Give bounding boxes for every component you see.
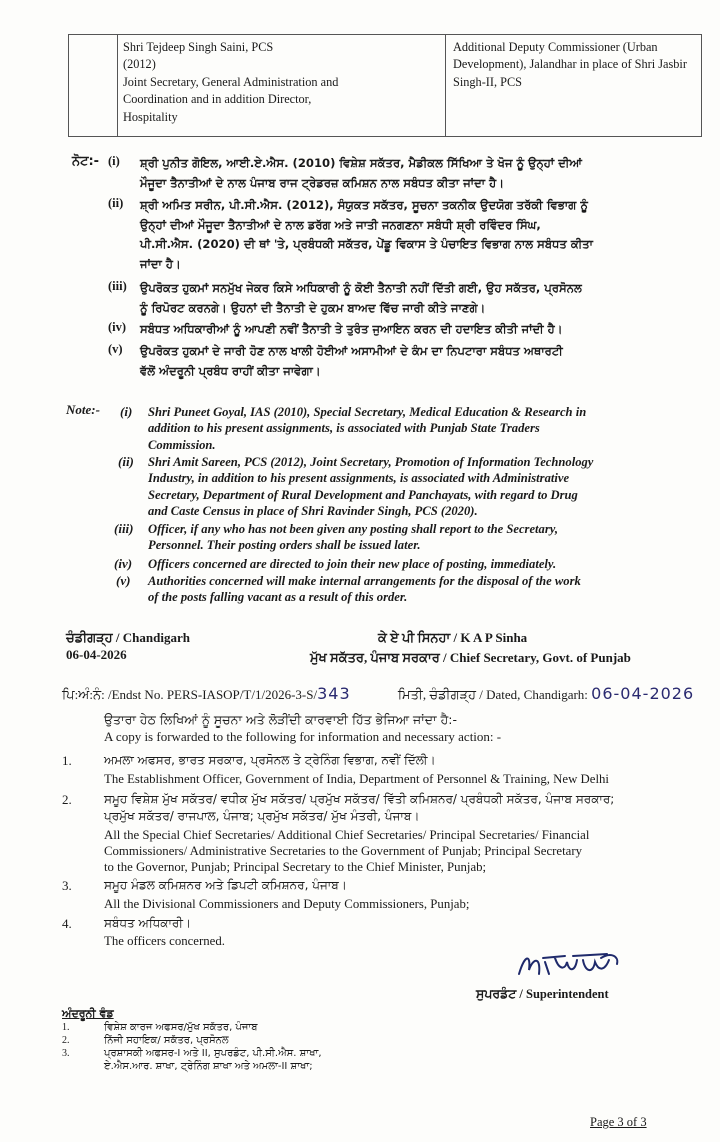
punjabi-note-item — [108, 320, 648, 340]
recipient-number: 3. — [62, 878, 72, 893]
note-text: ਉਪਰੋਕਤ ਹੁਕਮਾਂ ਦੇ ਜਾਰੀ ਹੋਣ ਨਾਲ ਖਾਲੀ ਹੋਈਆਂ ਅਸਾਮੀਆਂ ਦੇ ਕੰਮ ਦਾ ਨਿਪਟਾਰਾ ਸਬੰਧਤ ਅਥਾਰਟੀ ਵੱਲੋਂ ਅੰਦਰੂਨੀ ਪ੍ਰਬੰਧ ਰਾਹੀਂ ਕੀਤਾ ਜਾਵੇਗਾ। — [140, 344, 563, 378]
punjabi-note-item — [108, 342, 648, 382]
internal-item: ਨਿੱਜੀ ਸਹਾਇਕ/ ਸਕੱਤਰ, ਪ੍ਰਸੋਨਲ — [104, 1035, 229, 1046]
note-text: Shri Puneet Goyal, IAS (2010), Special Secretary, Medical Education & Research in addition to his present assignments, is associated with Punjab State Traders Commission. — [148, 405, 587, 452]
recipient-punjabi: ਸਬੰਧਤ ਅਧਿਕਾਰੀ। — [104, 916, 192, 930]
note-roman: (v) — [108, 342, 123, 356]
signatory-title: ਮੁੱਖ ਸਕੱਤਰ, ਪੰਜਾਬ ਸਰਕਾਰ / Chief Secretary, Govt. of Punjab — [310, 650, 631, 665]
recipient-punjabi: ਅਮਲਾ ਅਫਸਰ, ਭਾਰਤ ਸਰਕਾਰ, ਪ੍ਰਸੋਨਲ ਤੇ ਟ੍ਰੇਨਿੰਗ ਵਿਭਾਗ, ਨਵੀਂ ਦਿੱਲੀ। — [104, 753, 436, 767]
note-roman: (v) — [116, 573, 131, 588]
endorsement-line — [62, 684, 694, 703]
internal-number: 3. — [62, 1048, 70, 1059]
note-text: Officer, if any who has not been given any posting shall report to the Secretary, Personnel. Their posting orders shall be issued later. — [148, 522, 559, 553]
signatory-name: ਕੇ ਏ ਪੀ ਸਿਨਹਾ / K A P Sinha — [378, 630, 528, 645]
internal-number: 1. — [62, 1022, 70, 1033]
internal-item: ਵਿਸ਼ੇਸ਼ ਕਾਰਜ ਅਫਸਰ/ਮੁੱਖ ਸਕੱਤਰ, ਪੰਜਾਬ — [104, 1022, 258, 1033]
endorsement-dated-label: ਮਿਤੀ, ਚੰਡੀਗੜ੍ਹ / Dated, Chandigarh: — [397, 687, 592, 702]
punjabi-note-item — [108, 154, 648, 194]
posting-cell: Additional Deputy Commissioner (Urban Development), Jalandhar in place of Shri Jasbir Singh-II, PCS — [453, 40, 687, 89]
note-text: ਸਬੰਧਤ ਅਧਿਕਾਰੀਆਂ ਨੂੰ ਆਪਣੀ ਨਵੀਂ ਤੈਨਾਤੀ ਤੇ ਤੁਰੰਤ ਜੁਆਇਨ ਕਰਨ ਦੀ ਹਦਾਇਤ ਕੀਤੀ ਜਾਂਦੀ ਹੈ। — [140, 322, 563, 336]
recipient-english: The officers concerned. — [104, 934, 225, 948]
recipient-number: 1. — [62, 753, 72, 768]
recipient-english: All the Special Chief Secretaries/ Additional Chief Secretaries/ Principal Secretaries/ Financial Commissioners/ Administrative Secretaries to the Government of Punjab; Principal Secretary to the Governor, Punjab; Principal Secretary to the Chief Minister, Punjab; — [104, 828, 590, 874]
punjabi-note-item — [108, 196, 648, 276]
recipient-english: All the Divisional Commissioners and Deputy Commissioners, Punjab; — [104, 897, 470, 911]
forward-line-punjabi: ਉਤਾਰਾ ਹੇਠ ਲਿਖਿਆਂ ਨੂੰ ਸੂਚਨਾ ਅਤੇ ਲੋੜੀਂਦੀ ਕਾਰਵਾਈ ਹਿੱਤ ਭੇਜਿਆ ਜਾਂਦਾ ਹੈ:- — [104, 712, 457, 727]
note-roman: (iii) — [108, 279, 127, 293]
punjabi-note-label: ਨੋਟ:- — [72, 154, 100, 169]
note-roman: (iv) — [108, 320, 127, 334]
posting-table — [68, 34, 702, 137]
recipient-number: 4. — [62, 916, 72, 931]
note-text: ਉਪਰੋਕਤ ਹੁਕਮਾਂ ਸਨਮੁੱਖ ਜੇਕਰ ਕਿਸੇ ਅਧਿਕਾਰੀ ਨੂੰ ਕੋਈ ਤੈਨਾਤੀ ਨਹੀਂ ਦਿੱਤੀ ਗਈ, ਉਹ ਸਕੱਤਰ, ਪ੍ਰਸੋਨਲ ਨੂੰ ਰਿਪੋਰਟ ਕਰਨਗੇ। ਉਹਨਾਂ ਦੀ ਤੈਨਾਤੀ ਦੇ ਹੁਕਮ ਬਾਅਦ ਵਿੱਚ ਜਾਰੀ ਕੀਤੇ ਜਾਣਗੇ। — [140, 281, 582, 315]
note-text: Officers concerned are directed to join their new place of posting, immediately. — [148, 557, 557, 571]
note-roman: (ii) — [108, 196, 124, 210]
table-serial-cell — [69, 35, 118, 136]
endorsement-number: 343 — [317, 684, 351, 703]
internal-number: 2. — [62, 1035, 70, 1046]
note-text: Authorities concerned will make internal arrangements for the disposal of the work of the posts falling vacant as a result of this order. — [148, 574, 581, 605]
note-text: Shri Amit Sareen, PCS (2012), Joint Secretary, Promotion of Information Technology Industry, in addition to his present assignments, is associated with Administrative Secretary, Department of Rural Development and Panchayats, with regard to Drug and Caste Census in place of Shri Ravinder Singh, PCS (2020). — [148, 455, 594, 518]
punjabi-note-item — [108, 279, 648, 319]
note-text: ਸ਼੍ਰੀ ਅਮਿਤ ਸਰੀਨ, ਪੀ.ਸੀ.ਐਸ. (2012), ਸੰਯੁਕਤ ਸਕੱਤਰ, ਸੂਚਨਾ ਤਕਨੀਕ ਉਦਯੋਗ ਤਰੱਕੀ ਵਿਭਾਗ ਨੂੰ ਉਨ੍ਹਾਂ ਦੀਆਂ ਮੌਜੂਦਾ ਤੈਨਾਤੀਆਂ ਦੇ ਨਾਲ ਡਰੱਗ ਅਤੇ ਜਾਤੀ ਜਨਗਣਨਾ ਸਬੰਧੀ ਸ਼੍ਰੀ ਰਵਿੰਦਰ ਸਿੰਘ, ਪੀ.ਸੀ.ਐਸ. (2020) ਦੀ ਥਾਂ 'ਤੇ, ਪ੍ਰਬੰਧਕੀ ਸਕੱਤਰ, ਪੇਂਡੂ ਵਿਕਾਸ ਤੇ ਪੰਚਾਇਤ ਵਿਭਾਗ ਨਾਲ ਸਬੰਧਤ ਕੀਤਾ ਜਾਂਦਾ ਹੈ। — [140, 198, 594, 271]
superintendent-signature — [515, 948, 625, 984]
page-number: Page 3 of 3 — [590, 1115, 647, 1129]
internal-item: ਪ੍ਰਸ਼ਾਸਕੀ ਅਫਸਰ-I ਅਤੇ II, ਸੁਪਰਡੰਟ, ਪੀ.ਸੀ.ਐਸ. ਸ਼ਾਖਾ, ਏ.ਐਸ.ਆਰ. ਸ਼ਾਖਾ, ਟ੍ਰੇਨਿੰਗ ਸ਼ਾਖਾ ਅਤੇ ਅਮਲਾ-II ਸ਼ਾਖਾ; — [104, 1048, 322, 1072]
internal-distribution-heading: ਅੰਦਰੂਨੀ ਵੰਡ — [62, 1007, 114, 1020]
recipient-punjabi: ਸਮੂਹ ਮੰਡਲ ਕਮਿਸ਼ਨਰ ਅਤੇ ਡਿਪਟੀ ਕਮਿਸ਼ਨਰ, ਪੰਜਾਬ। — [104, 878, 347, 892]
officer-cell: Shri Tejdeep Singh Saini, PCS (2012) Joint Secretary, General Administration and Coordination and in addition Director, Hospitality — [118, 35, 446, 136]
english-note-label: Note:- — [66, 402, 100, 417]
recipient-punjabi: ਸਮੂਹ ਵਿਸ਼ੇਸ਼ ਮੁੱਖ ਸਕੱਤਰ/ ਵਧੀਕ ਮੁੱਖ ਸਕੱਤਰ/ ਪ੍ਰਮੁੱਖ ਸਕੱਤਰ/ ਵਿੱਤੀ ਕਮਿਸ਼ਨਰ/ ਪ੍ਰਬੰਧਕੀ ਸਕੱਤਰ, ਪੰਜਾਬ ਸਰਕਾਰ; ਪ੍ਰਮੁੱਖ ਸਕੱਤਰ/ ਰਾਜਪਾਲ, ਪੰਜਾਬ; ਪ੍ਰਮੁੱਖ ਸਕੱਤਰ/ ਮੁੱਖ ਮੰਤਰੀ, ਪੰਜਾਬ। — [104, 792, 615, 823]
order-date: 06-04-2026 — [66, 647, 127, 662]
recipient-number: 2. — [62, 792, 72, 807]
note-roman: (i) — [108, 154, 120, 168]
note-roman: (ii) — [118, 454, 134, 469]
note-roman: (iv) — [114, 556, 133, 571]
note-roman: (i) — [120, 404, 133, 419]
superintendent-title: ਸੁਪਰਡੰਟ / Superintendent — [476, 987, 609, 1001]
place-label: ਚੰਡੀਗੜ੍ਹ / Chandigarh — [66, 630, 190, 645]
recipient-english: The Establishment Officer, Government of India, Department of Personnel & Training, New Delhi — [104, 772, 609, 786]
endorsement-prefix: ਪਿ:ਅੰ:ਨੰ: /Endst No. PERS-IASOP/T/1/2026-3-S/ — [62, 687, 318, 702]
endorsement-date: 06-04-2026 — [591, 684, 695, 703]
note-text: ਸ਼੍ਰੀ ਪੁਨੀਤ ਗੋਇਲ, ਆਈ.ਏ.ਐਸ. (2010) ਵਿਸ਼ੇਸ਼ ਸਕੱਤਰ, ਮੈਡੀਕਲ ਸਿੱਖਿਆ ਤੇ ਖੋਜ ਨੂੰ ਉਨ੍ਹਾਂ ਦੀਆਂ ਮੌਜੂਦਾ ਤੈਨਾਤੀਆਂ ਦੇ ਨਾਲ ਪੰਜਾਬ ਰਾਜ ਟ੍ਰੇਡਰਜ਼ ਕਮਿਸ਼ਨ ਨਾਲ ਸਬੰਧਤ ਕੀਤਾ ਜਾਂਦਾ ਹੈ। — [140, 156, 583, 190]
note-roman: (iii) — [114, 521, 134, 536]
forward-line-english: A copy is forwarded to the following for information and necessary action: - — [104, 729, 502, 744]
